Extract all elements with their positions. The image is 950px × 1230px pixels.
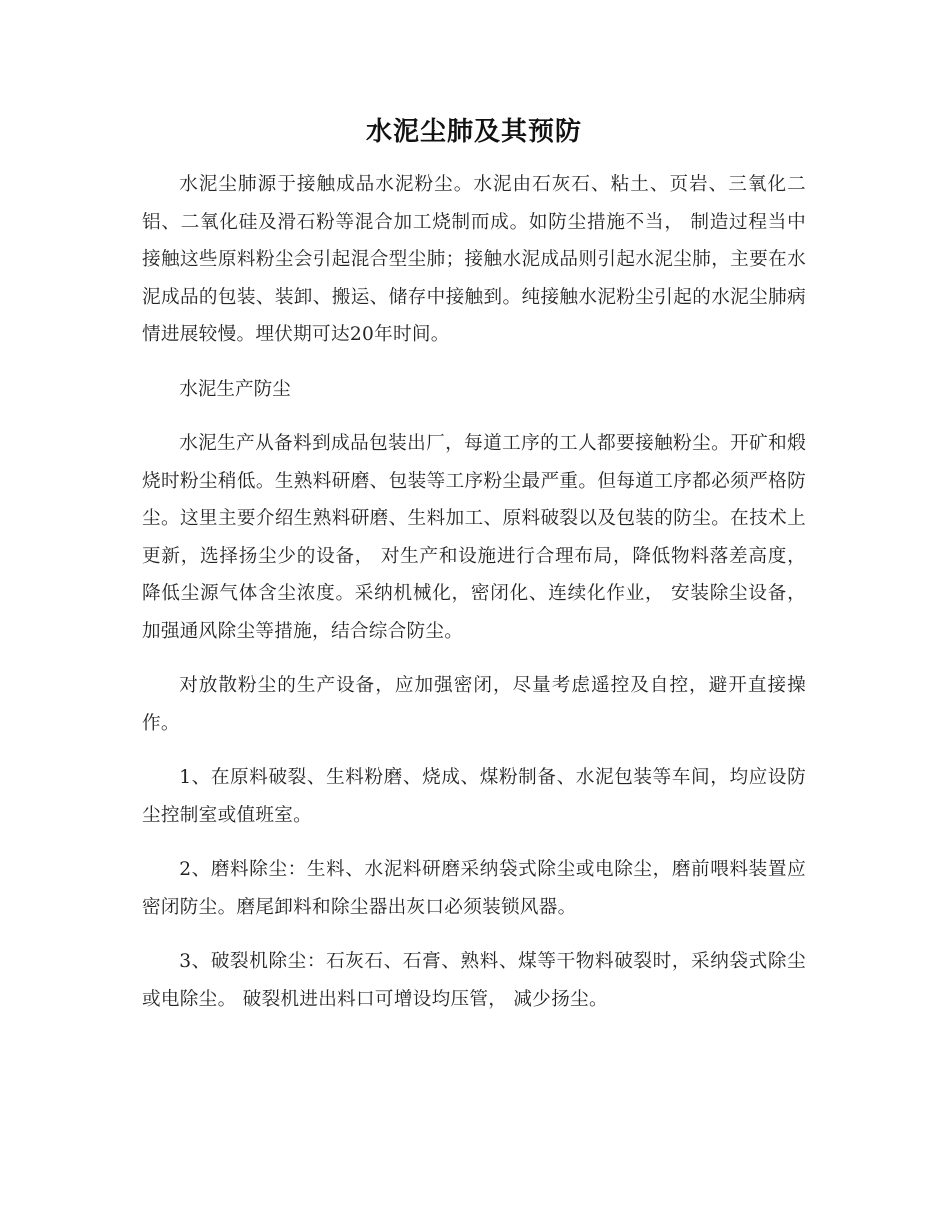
document-body: [142, 108, 806, 1035]
paragraph-item-3: 3、破裂机除尘：石灰石、石膏、熟料、煤等干物料破裂时，采纳袋式除尘或电除尘。 破裂机进出料口可增设均压管， 减少扬尘。: [142, 951, 806, 1010]
paragraph-item-2: 2、磨料除尘：生料、水泥料研磨采纳袋式除尘或电除尘，磨前喂料装置应密闭防尘。磨尾卸料和除尘器出灰口必须装锁风器。: [142, 859, 806, 918]
paragraph-intro: 水泥尘肺源于接触成品水泥粉尘。水泥由石灰石、粘土、页岩、三氧化二铝、二氧化硅及滑石粉等混合加工烧制而成。如防尘措施不当， 制造过程当中接触这些原料粉尘会引起混合型尘肺；接触水泥成品则引起水泥尘肺，主要在水泥成品的包装、装卸、搬运、储存中接触到。纯接触水泥粉尘引起的水泥尘肺病情进展较慢。埋伏期可达20年时间。: [142, 174, 806, 345]
paragraph-item-1: 1、在原料破裂、生料粉磨、烧成、煤粉制备、水泥包装等车间，均应设防尘控制室或值班室。: [142, 767, 806, 826]
section-heading-dust-prevention: 水泥生产防尘: [179, 378, 291, 400]
paragraph-sealing: 对放散粉尘的生产设备，应加强密闭，尽量考虑遥控及自控，避开直接操作。: [142, 675, 806, 734]
paragraph-production-dust: 水泥生产从备料到成品包装出厂，每道工序的工人都要接触粉尘。开矿和煅烧时粉尘稍低。生熟料研磨、包装等工序粉尘最严重。但每道工序都必须严格防尘。这里主要介绍生熟料研磨、生料加工、原料破裂以及包装的防尘。在技术上更新，选择扬尘少的设备， 对生产和设施进行合理布局，降低物料落差高度，降低尘源气体含尘浓度。采纳机械化，密闭化、连续化作业， 安装除尘设备， 加强通风除尘等措施，结合综合防尘。: [142, 433, 806, 642]
document-title: 水泥尘肺及其预防: [365, 117, 582, 147]
